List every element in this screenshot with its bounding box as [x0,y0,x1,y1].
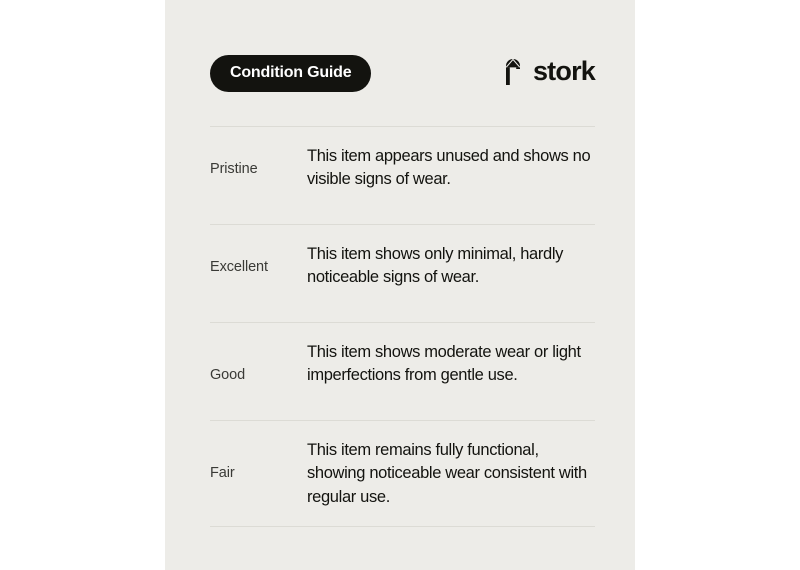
table-row [210,224,595,322]
brand-name: stork [532,55,595,86]
table-row [210,420,595,527]
condition-guide-card [165,0,635,570]
condition-description: This item shows only minimal, hardly noticeable signs of wear. [307,245,564,287]
condition-label: Excellent [210,259,268,275]
condition-guide-table [210,126,595,527]
table-row [210,126,595,224]
condition-label: Pristine [210,161,258,177]
condition-description: This item remains fully functional, showing noticeable wear consistent with regular use. [307,441,587,506]
condition-guide-badge: Condition Guide [210,55,371,92]
condition-label: Good [210,367,246,383]
table-row [210,322,595,420]
condition-description: This item appears unused and shows no visible signs of wear. [307,147,591,189]
stork-logo-icon [502,56,524,86]
brand-lockup [502,56,595,86]
card-header [210,55,595,95]
condition-description: This item shows moderate wear or light imperfections from gentle use. [307,343,581,385]
condition-label: Fair [210,465,235,481]
